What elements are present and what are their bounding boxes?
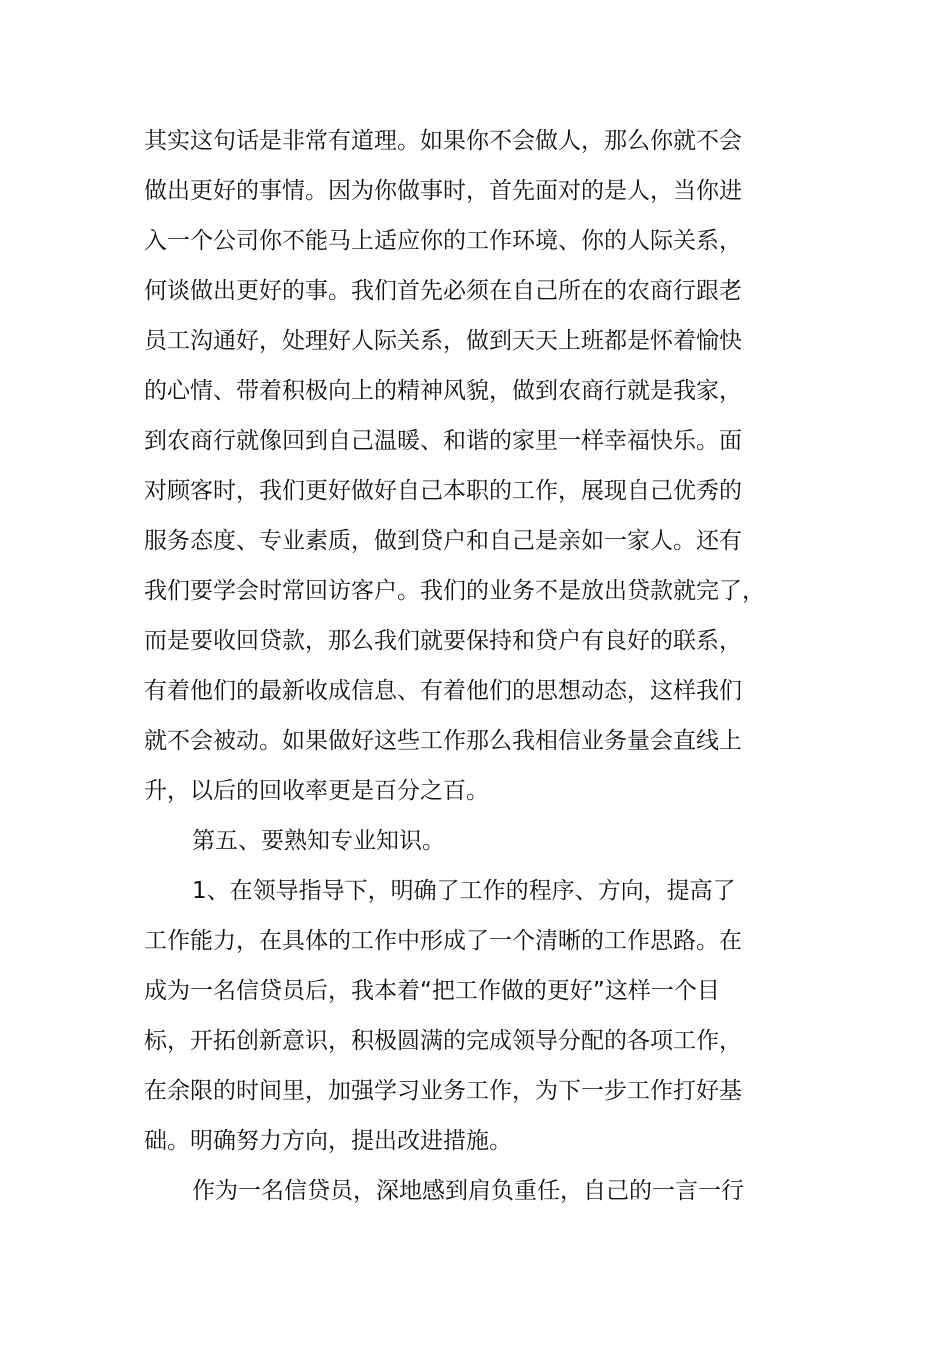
text-line: 有着他们的最新收成信息、有着他们的思想动态，这样我们 (144, 678, 742, 704)
text-line: 1、在领导指导下，明确了工作的程序、方向，提高了 (192, 878, 736, 904)
text-line: 员工沟通好，处理好人际关系，做到天天上班都是怀着愉快 (144, 328, 742, 354)
text-line: 的心情、带着积极向上的精神风貌，做到农商行就是我家， (144, 378, 742, 404)
text-line: 入一个公司你不能马上适应你的工作环境、你的人际关系， (144, 228, 742, 254)
text-line: 成为一名信贷员后，我本着“把工作做的更好”这样一个目 (144, 978, 720, 1004)
text-line: 就不会被动。如果做好这些工作那么我相信业务量会直线上 (144, 728, 742, 754)
text-line: 何谈做出更好的事。我们首先必须在自己所在的农商行跟老 (144, 278, 742, 304)
text-line: 升，以后的回收率更是百分之百。 (144, 778, 489, 804)
text-line: 到农商行就像回到自己温暖、和谐的家里一样幸福快乐。面 (144, 428, 742, 454)
text-line: 础。明确努力方向，提出改进措施。 (144, 1128, 512, 1154)
text-line: 我们要学会时常回访客户。我们的业务不是放出贷款就完了， (144, 578, 765, 604)
text-line: 而是要收回贷款，那么我们就要保持和贷户有良好的联系， (144, 628, 742, 654)
body-text (144, 116, 764, 1216)
text-line: 服务态度、专业素质，做到贷户和自己是亲如一家人。还有 (144, 528, 742, 554)
text-line: 作为一名信贷员，深地感到肩负重任，自己的一言一行 (192, 1178, 744, 1204)
text-line: 标，开拓创新意识，积极圆满的完成领导分配的各项工作， (144, 1028, 742, 1054)
text-line: 第五、要熟知专业知识。 (192, 828, 445, 854)
text-line: 其实这句话是非常有道理。如果你不会做人，那么你就不会 (144, 128, 742, 154)
text-line: 对顾客时，我们更好做好自己本职的工作，展现自己优秀的 (144, 478, 742, 504)
text-line: 工作能力，在具体的工作中形成了一个清晰的工作思路。在 (144, 928, 742, 954)
text-line: 做出更好的事情。因为你做事时，首先面对的是人，当你进 (144, 178, 742, 204)
text-line: 在余限的时间里，加强学习业务工作，为下一步工作打好基 (144, 1078, 742, 1104)
